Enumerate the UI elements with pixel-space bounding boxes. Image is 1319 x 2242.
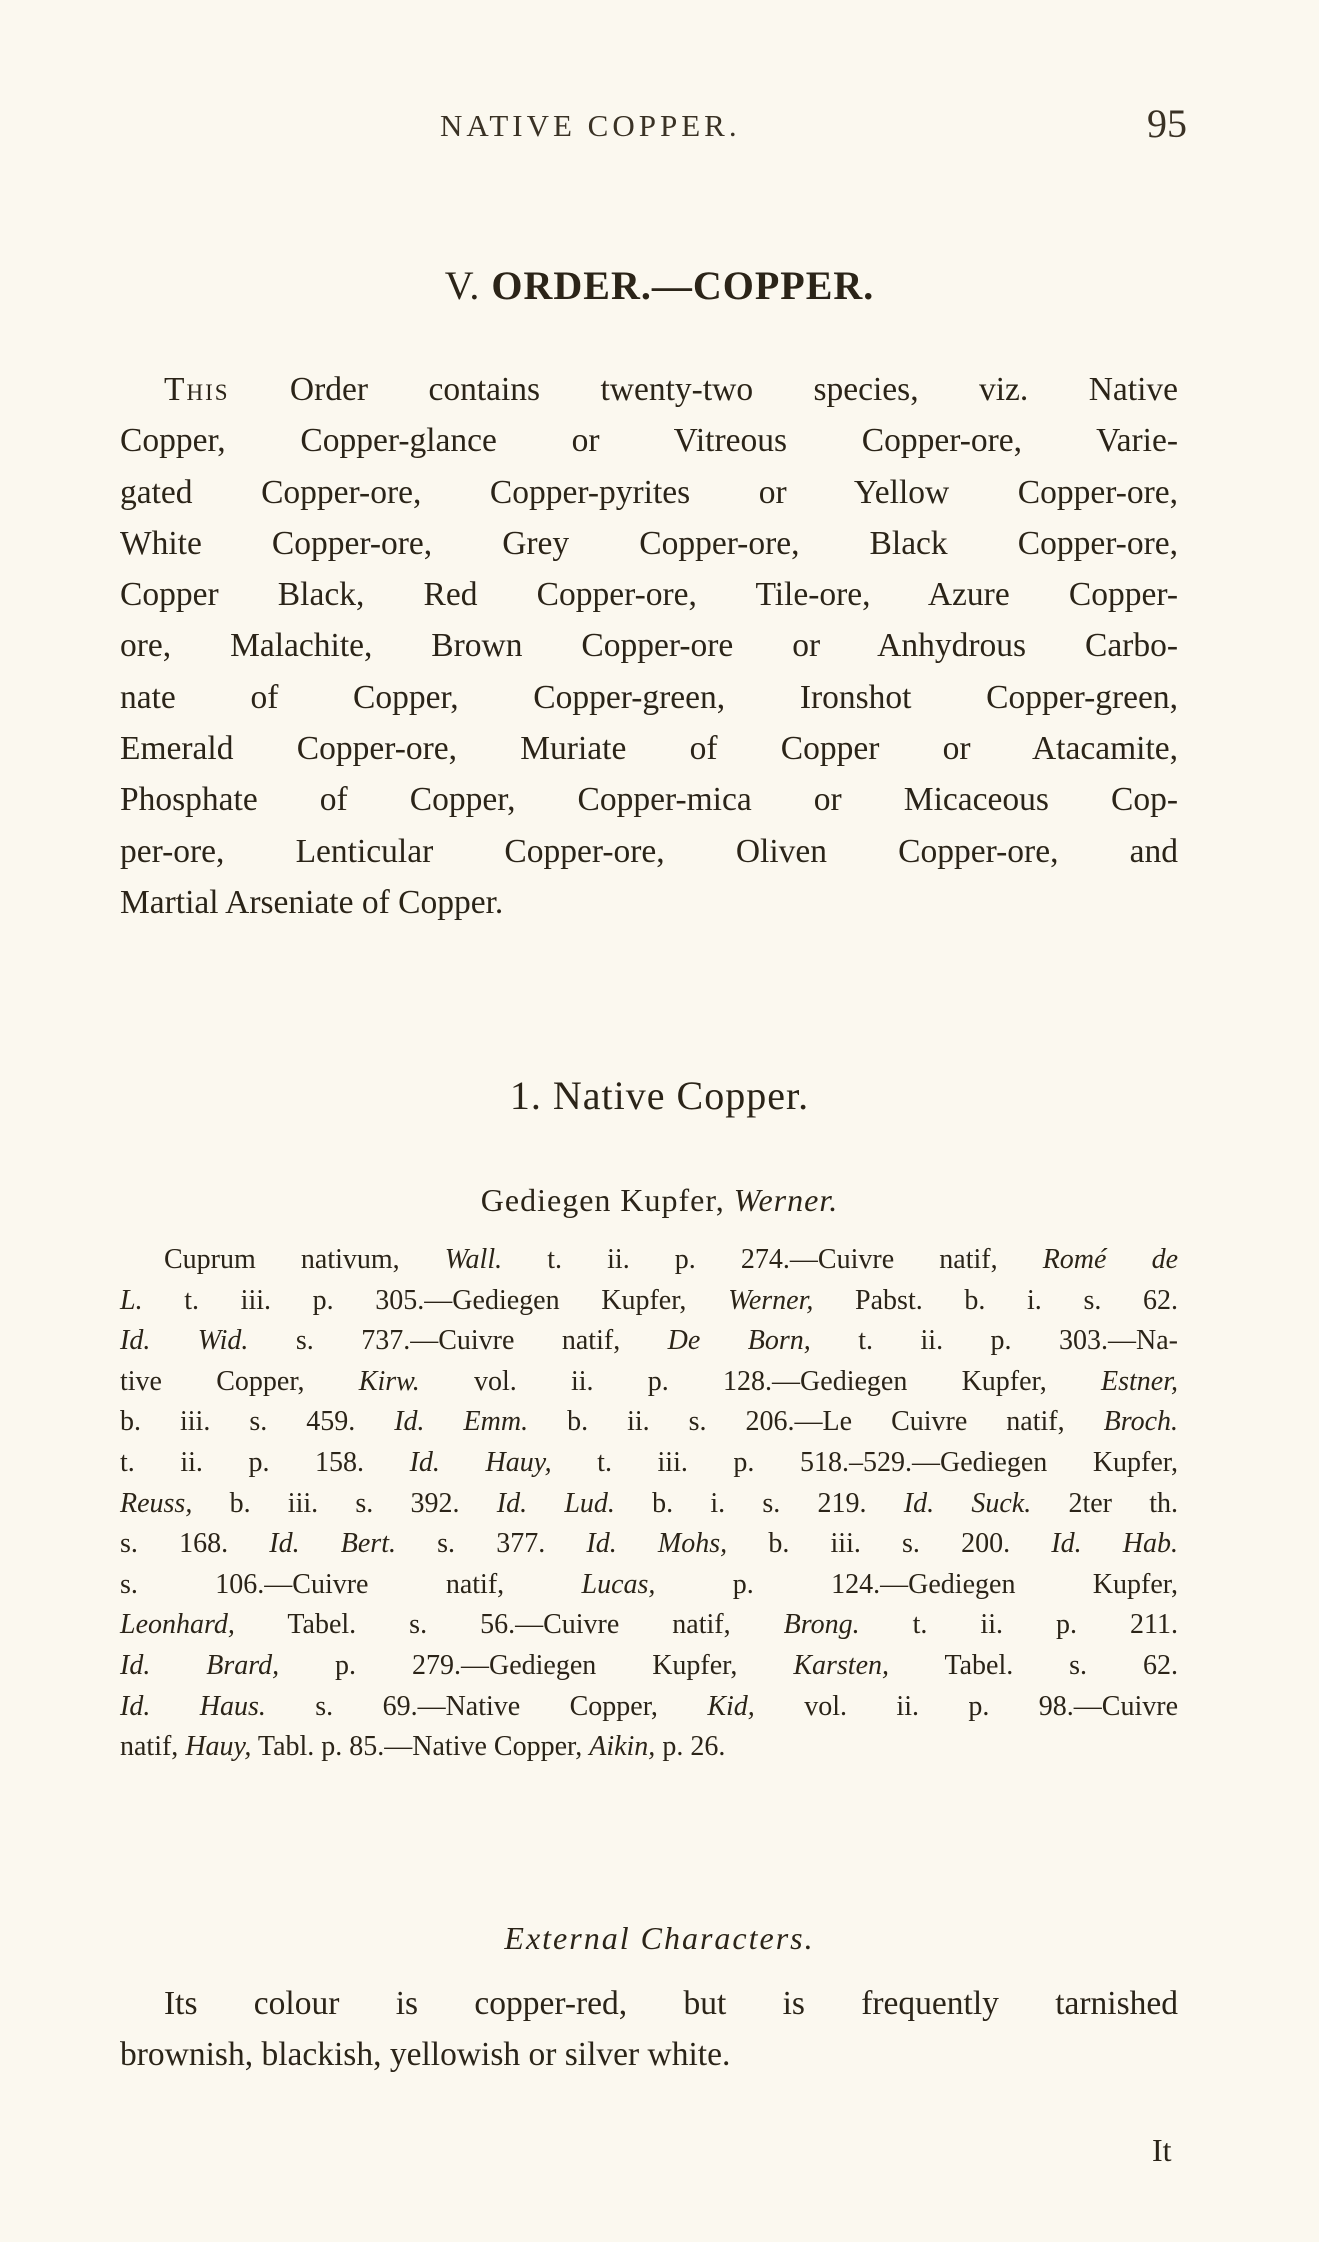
reference-line — [120, 1687, 1178, 1728]
reference-line — [120, 1443, 1178, 1484]
reference-text: b. iii. s. 459. — [120, 1406, 395, 1438]
reference-text: t. iii. p. 305.—Gediegen Kupfer, — [142, 1284, 729, 1316]
text-line: Martial Arseniate of Copper. — [120, 883, 504, 921]
reference-text: vol. ii. p. 128.—Gediegen Kupfer, — [419, 1365, 1101, 1397]
reference-citation: Kid, — [707, 1690, 755, 1722]
catchword: It — [1152, 2132, 1172, 2168]
intro-paragraph — [120, 364, 1178, 928]
reference-citation: Id. Suck. — [903, 1487, 1032, 1519]
external-characters-heading: External Characters. — [504, 1920, 815, 1956]
text-line: Its colour is copper-red, but is frequently tarnished — [164, 1985, 1178, 2022]
reference-text: p. 26. — [655, 1731, 726, 1763]
order-numeral: V. — [444, 263, 481, 308]
reference-line — [120, 1605, 1178, 1646]
reference-text: b. i. s. 219. — [614, 1487, 904, 1519]
reference-citation: Id. Wid. — [120, 1325, 249, 1357]
text-line: Copper, Copper-glance or Vitreous Copper-ore, Varie- — [120, 422, 1178, 460]
reference-line — [120, 1524, 1178, 1565]
reference-text: t. ii. p. 303.—Na- — [810, 1325, 1178, 1357]
reference-citation: Aikin, — [589, 1731, 656, 1763]
reference-text: s. 69.—Native Copper, — [265, 1690, 708, 1722]
reference-text: b. iii. s. 392. — [192, 1487, 497, 1519]
reference-text: s. 737.—Cuivre natif, — [248, 1325, 668, 1357]
reference-text: b. iii. s. 200. — [727, 1528, 1052, 1560]
species-heading: 1. Native Copper. — [509, 1073, 810, 1118]
text-line: ore, Malachite, Brown Copper-ore or Anhydrous Carbo- — [120, 627, 1178, 665]
reference-citation: Hauy, — [185, 1731, 252, 1763]
reference-text: natif, — [120, 1731, 186, 1763]
reference-citation: Lucas, — [581, 1568, 656, 1600]
reference-text: Pabst. b. i. s. 62. — [813, 1284, 1179, 1316]
reference-text: p. 124.—Gediegen Kupfer, — [655, 1568, 1178, 1600]
order-title: ORDER.—COPPER. — [491, 263, 875, 308]
reference-line — [120, 1240, 1178, 1281]
reference-text: Tabel. s. 56.—Cuivre natif, — [234, 1609, 784, 1641]
reference-citation: Id. Mohs, — [586, 1528, 728, 1560]
reference-citation: Wall. — [444, 1244, 503, 1275]
reference-citation: Werner, — [728, 1284, 814, 1316]
external-paragraph — [120, 1978, 1178, 2081]
reference-line — [120, 1321, 1178, 1362]
text-line: nate of Copper, Copper-green, Ironshot Copper-green, — [120, 678, 1178, 716]
reference-line — [120, 1362, 1178, 1403]
text-line: brownish, blackish, yellowish or silver white. — [120, 2036, 731, 2074]
section-heading — [0, 1920, 1319, 1957]
reference-citation: Id. Brard, — [120, 1649, 280, 1681]
reference-text: t. iii. p. 518.–529.—Gediegen Kupfer, — [551, 1446, 1179, 1478]
reference-citation: Id. Hab. — [1051, 1528, 1179, 1560]
reference-line — [120, 1484, 1178, 1525]
reference-text: Cuprum nativum, — [164, 1244, 445, 1275]
synonym-author: Werner. — [733, 1182, 839, 1218]
reference-citation: Leonhard, — [120, 1609, 235, 1641]
synonym-name: Gediegen Kupfer, — [480, 1182, 734, 1218]
text-line: White Copper-ore, Grey Copper-ore, Black Copper-ore, — [120, 524, 1178, 562]
reference-citation: Id. Hauy, — [409, 1446, 552, 1478]
reference-citation: Kirw. — [358, 1365, 420, 1397]
text-line: gated Copper-ore, Copper-pyrites or Yellow Copper-ore, — [120, 473, 1178, 511]
reference-text: Tabl. p. 85.—Native Copper, — [251, 1731, 590, 1763]
reference-text: tive Copper, — [120, 1365, 359, 1397]
reference-line — [120, 1281, 1178, 1322]
text-line — [120, 364, 1178, 415]
reference-citation: L. — [120, 1284, 143, 1316]
reference-text: t. ii. p. 158. — [120, 1446, 410, 1478]
reference-citation: Id. Emm. — [394, 1406, 529, 1438]
reference-text: Tabel. s. 62. — [889, 1649, 1178, 1681]
reference-citation: Reuss, — [120, 1487, 193, 1519]
reference-text: vol. ii. p. 98.—Cuivre — [754, 1690, 1178, 1722]
reference-text: s. 106.—Cuivre natif, — [120, 1568, 582, 1600]
reference-citation: Brong. — [783, 1609, 860, 1641]
reference-text: t. ii. p. 274.—Cuivre natif, — [502, 1244, 1043, 1275]
reference-citation: Estner, — [1101, 1365, 1178, 1397]
page-number: 95 — [1147, 101, 1187, 146]
reference-line — [120, 1727, 1178, 1768]
reference-text: p. 279.—Gediegen Kupfer, — [279, 1649, 794, 1681]
reference-text: t. ii. p. 211. — [859, 1609, 1178, 1641]
references-block — [120, 1240, 1178, 1768]
reference-line — [120, 1402, 1178, 1443]
reference-citation: Karsten, — [793, 1649, 890, 1681]
running-head: NATIVE COPPER. — [440, 108, 741, 143]
reference-citation: Id. Bert. — [269, 1528, 396, 1560]
lead-word: This — [164, 371, 230, 408]
text-line: Copper Black, Red Copper-ore, Tile-ore, Azure Copper- — [120, 576, 1178, 614]
reference-citation: Id. Lud. — [496, 1487, 615, 1519]
text-line: Phosphate of Copper, Copper-mica or Micaceous Cop- — [120, 781, 1178, 819]
reference-text: s. 168. — [120, 1528, 270, 1560]
synonym-heading — [0, 1182, 1319, 1219]
text-line: Emerald Copper-ore, Muriate of Copper or Atacamite, — [120, 730, 1178, 768]
reference-citation: Id. Haus. — [120, 1690, 266, 1722]
order-heading — [0, 262, 1319, 309]
reference-citation: Romé de — [1042, 1244, 1179, 1275]
reference-citation: De Born, — [667, 1325, 811, 1357]
reference-text: s. 377. — [395, 1528, 587, 1560]
text-line: per-ore, Lenticular Copper-ore, Oliven Copper-ore, and — [120, 832, 1178, 870]
reference-line — [120, 1565, 1178, 1606]
reference-text: 2ter th. — [1031, 1487, 1178, 1519]
reference-citation: Broch. — [1103, 1406, 1178, 1438]
reference-line — [120, 1646, 1178, 1687]
line-text: Order contains twenty-two species, viz. Native — [229, 371, 1178, 408]
reference-text: b. ii. s. 206.—Le Cuivre natif, — [528, 1406, 1104, 1438]
